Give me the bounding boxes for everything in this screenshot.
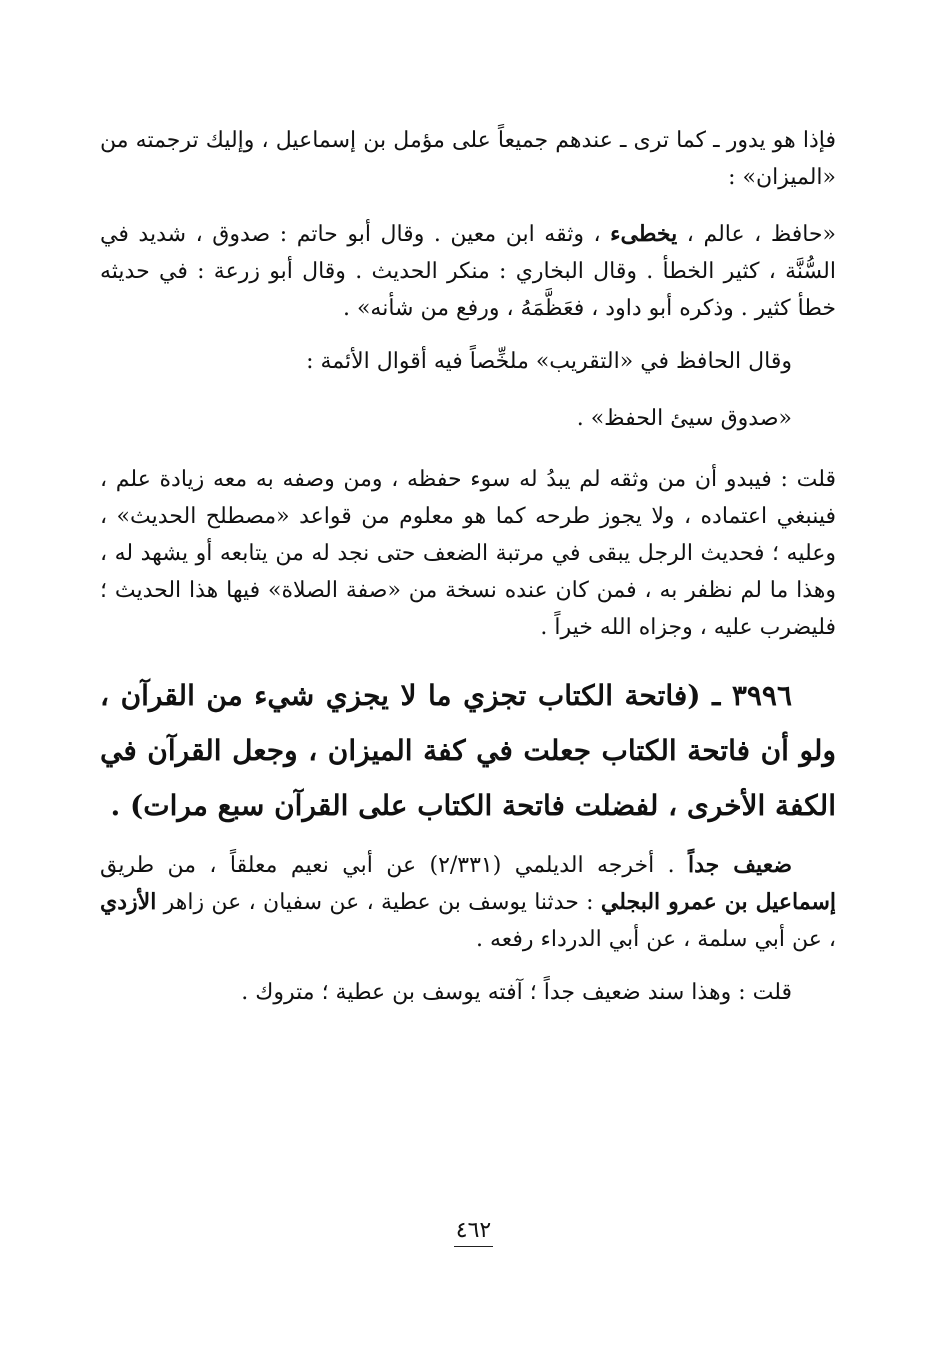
takhrij-chain: : حدثنا يوسف بن عطية ، عن سفيان ، عن زاهر	[156, 890, 601, 915]
page-number	[0, 1218, 947, 1247]
quote-mizan-rest: ، وثقه ابن معين . وقال أبو حاتم : صدوق ، شديد في السُّنَّة ، كثير الخطأ . وقال البخاري : منكر الحديث . وقال أبو زرعة : في حديثه خطأ كثير . وذكره أبو داود ، فعَظَّمَهُ ، ورفع من شأنه» .	[100, 222, 836, 321]
narrator-azdi: الأزدي	[100, 889, 157, 915]
page-body	[100, 122, 836, 1011]
paragraph-takhrij	[100, 847, 836, 958]
quote-mizan-start: «حافظ ، عالم ،	[677, 222, 836, 247]
grade-label: ضعيف جداً	[687, 852, 792, 878]
quote-taqrib: «صدوق سيئ الحفظ» .	[576, 406, 792, 431]
takhrij-source: . أخرجه الديلمي (٢/٣٣١) عن أبي نعيم معلقاً ، من طريق	[100, 853, 688, 878]
page-number-text: ٤٦٢	[454, 1218, 493, 1247]
quote-mizan-bold-word: يخطىء	[610, 221, 678, 247]
paragraph-comment: قلت : فيبدو أن من وثقه لم يبدُ له سوء حفظه ، ومن وصفه به معه زيادة علم ، فينبغي اعتماده ، ولا يجوز طرحه كما هو معلوم من قواعد «مصطلح الحديث» ، وعليه ؛ فحديث الرجل يبقى في مرتبة الضعف حتى نجد له من يتابعه أو يشهد له ، وهذا ما لم نظفر به ، فمن كان عنده نسخة من «صفة الصلاة» فيها هذا الحديث ؛ فليضرب عليه ، وجزاه الله خيراً .	[100, 467, 836, 640]
paragraph-conclusion: قلت : وهذا سند ضعيف جداً ؛ آفته يوسف بن عطية ؛ متروك .	[241, 980, 792, 1005]
paragraph-intro: فإذا هو يدور ـ كما ترى ـ عندهم جميعاً على مؤمل بن إسماعيل ، وإليك ترجمته من «الميزان» :	[100, 128, 836, 190]
quote-mizan	[100, 216, 836, 327]
takhrij-end: ، عن أبي سلمة ، عن أبي الدرداء رفعه .	[475, 927, 836, 952]
hadith-text: ٣٩٩٦ ـ (فاتحة الكتاب تجزي ما لا يجزي شيء من القرآن ، ولو أن فاتحة الكتاب جعلت في كفة الميزان ، وجعل القرآن في الكفة الأخرى ، لفضلت فاتحة الكتاب على القرآن سبع مرات) .	[100, 679, 836, 822]
narrator-ismail: إسماعيل بن عمرو البجلي	[600, 889, 836, 915]
paragraph-taqrib-intro: وقال الحافظ في «التقريب» ملخِّصاً فيه أقوال الأئمة :	[306, 349, 792, 374]
